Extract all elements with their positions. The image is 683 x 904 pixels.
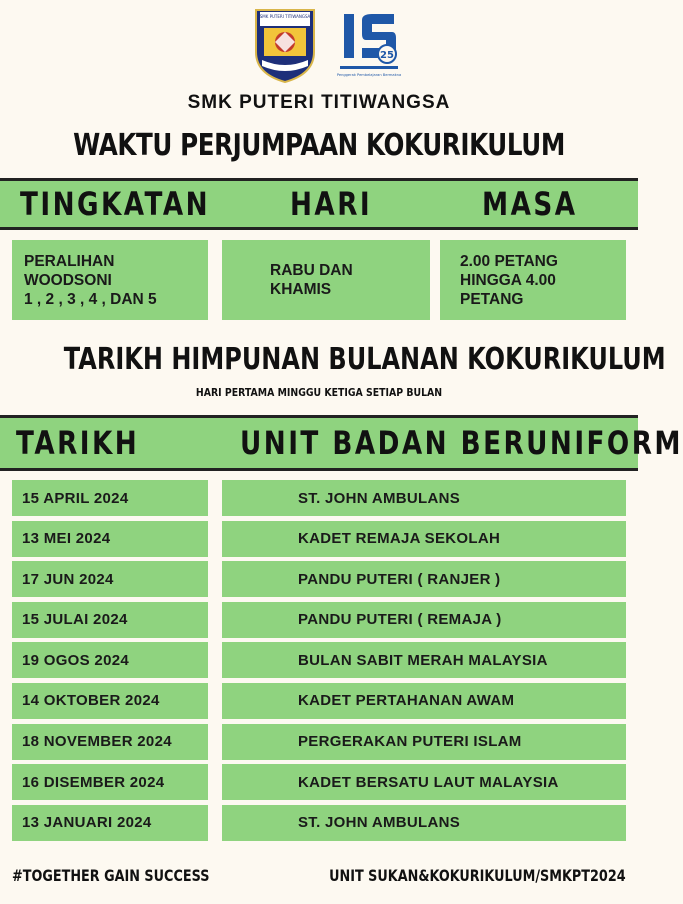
crest-text: SMK PUTERI TITIWANGSA (259, 14, 311, 19)
assembly-table (0, 480, 638, 845)
anniversary-25-logo-icon (336, 10, 402, 80)
date-cell: 18 NOVEMBER 2024 (12, 724, 208, 760)
header-unit: UNIT BADAN BERUNIFORM (240, 424, 683, 462)
header-hari: HARI (290, 185, 373, 223)
unit-cell: PANDU PUTERI ( RANJER ) (222, 561, 626, 597)
header-masa: MASA (482, 185, 578, 223)
table-row (0, 805, 638, 841)
date-cell: 14 OKTOBER 2024 (12, 683, 208, 719)
assembly-title: TARIKH HIMPUNAN BULANAN KOKURIKULUM (63, 342, 666, 377)
schedule-header-band (0, 178, 638, 230)
masa-line: HINGGA 4.00 (460, 271, 556, 289)
hari-line: KHAMIS (270, 281, 332, 298)
table-row (0, 521, 638, 557)
table-row (0, 764, 638, 800)
page-title: WAKTU PERJUMPAAN KOKURIKULUM (73, 128, 565, 163)
tingkatan-line: PERALIHAN (24, 252, 115, 270)
header-tarikh: TARIKH (16, 424, 140, 462)
unit-cell: KADET REMAJA SEKOLAH (222, 521, 626, 557)
school-name: SMK PUTERI TITIWANGSA (187, 92, 451, 113)
tingkatan-box (12, 240, 208, 320)
hari-line: RABU DAN (270, 262, 353, 279)
footer-hashtag: #TOGETHER GAIN SUCCESS (12, 866, 210, 885)
table-row (0, 642, 638, 678)
date-cell: 15 JULAI 2024 (12, 602, 208, 638)
masa-box (440, 240, 626, 320)
unit-cell: PANDU PUTERI ( REMAJA ) (222, 602, 626, 638)
unit-cell: KADET PERTAHANAN AWAM (222, 683, 626, 719)
date-cell: 13 JANUARI 2024 (12, 805, 208, 841)
masa-line: PETANG (460, 290, 524, 308)
header-tingkatan: TINGKATAN (20, 185, 211, 223)
tingkatan-line: 1 , 2 , 3 , 4 , DAN 5 (24, 290, 157, 308)
unit-cell: ST. JOHN AMBULANS (222, 805, 626, 841)
date-cell: 16 DISEMBER 2024 (12, 764, 208, 800)
assembly-note: HARI PERTAMA MINGGU KETIGA SETIAP BULAN (195, 386, 443, 399)
table-row (0, 561, 638, 597)
table-row (0, 683, 638, 719)
date-cell: 17 JUN 2024 (12, 561, 208, 597)
masa-line: 2.00 PETANG (460, 252, 558, 270)
date-cell: 15 APRIL 2024 (12, 480, 208, 516)
unit-cell: PERGERAKAN PUTERI ISLAM (222, 724, 626, 760)
unit-cell: BULAN SABIT MERAH MALAYSIA (222, 642, 626, 678)
tingkatan-line: WOODSONI (24, 271, 112, 289)
date-cell: 19 OGOS 2024 (12, 642, 208, 678)
hari-box (222, 240, 430, 320)
table-row (0, 480, 638, 516)
table-row (0, 602, 638, 638)
anniversary-caption: Penggerak Pembelajaran Bermakna (336, 73, 402, 77)
unit-cell: ST. JOHN AMBULANS (222, 480, 626, 516)
date-cell: 13 MEI 2024 (12, 521, 208, 557)
anniversary-number: 25 (380, 50, 394, 61)
unit-cell: KADET BERSATU LAUT MALAYSIA (222, 764, 626, 800)
table-row (0, 724, 638, 760)
footer-credit: UNIT SUKAN&KOKURIKULUM/SMKPT2024 (329, 866, 626, 885)
logo-area (0, 6, 638, 86)
assembly-header-band (0, 415, 683, 471)
school-crest-icon (252, 6, 318, 84)
